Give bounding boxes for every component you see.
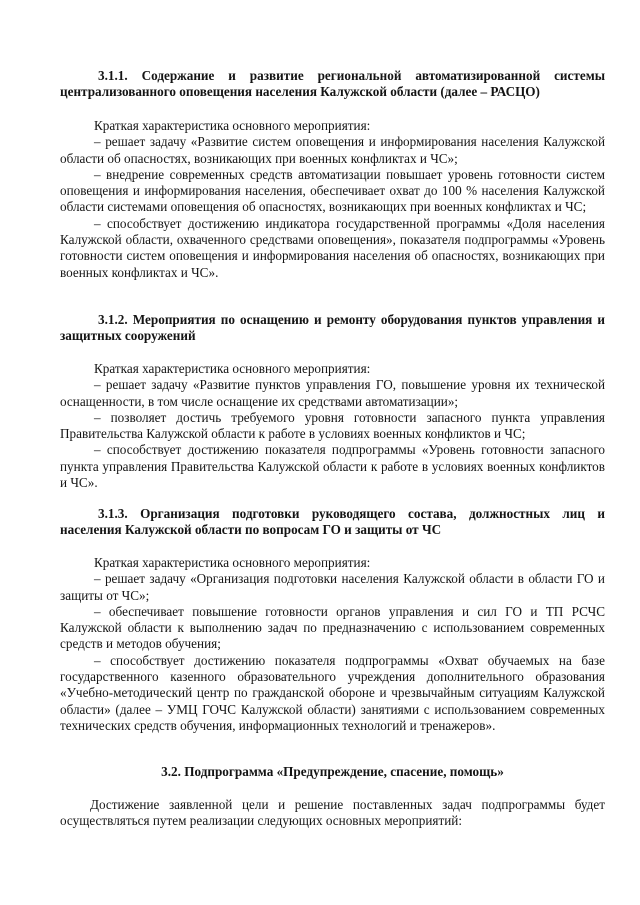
list-item: – решает задачу «Организация подготовки населения Калужской области в области ГО и защиты от ЧС»;: [60, 571, 605, 603]
list-item: – способствует достижению показателя подпрограммы «Уровень готовности запасного пункта управления Правительства Калужской области к работе в условиях военных конфликтов и ЧС».: [60, 442, 605, 491]
heading-number: 3.1.2.: [98, 312, 128, 327]
list-item: – обеспечивает повышение готовности органов управления и сил ГО и ТП РСЧС Калужской области к выполнению задач по предназначению с использованием современных средств и методов обучения;: [60, 603, 605, 652]
subprogram-heading: 3.2. Подпрограмма «Предупреждение, спасение, помощь»: [161, 764, 504, 779]
lead-text: Краткая характеристика основного мероприятия:: [94, 118, 371, 133]
section-3-1-2-body: [60, 361, 605, 491]
heading-text: Содержание и развитие региональной автоматизированной системы централизованного оповещения населения Калужской области (далее – РАСЦО): [60, 68, 605, 100]
section-3-1-1: [60, 68, 605, 101]
section-3-1-3-body: [60, 555, 605, 734]
section-heading: [60, 312, 605, 345]
heading-text: Мероприятия по оснащению и ремонту оборудования пунктов управления и защитных сооружений: [60, 312, 606, 344]
list-item: – внедрение современных средств автоматизации повышает уровень готовности систем оповещения и информирования населения, обеспечивает охват до 100 % населения Калужской области системами оповещения об опасностях, возникающих при военных конфликтах и ЧС;: [60, 166, 605, 215]
list-item: – способствует достижению показателя подпрограммы «Охват обучаемых на базе государственного казенного образовательного учреждения дополнительного образования «Учебно-методический центр по гражданской обороне и чрезвычайным ситуациям Калужской области» (далее – УМЦ ГОЧС Калужской области) занятиями с использованием современных технических средств обучения, информационных технологий и тренажеров».: [60, 652, 605, 733]
heading-number: 3.1.3.: [98, 506, 128, 521]
heading-number: 3.1.1.: [98, 68, 128, 83]
lead-text: Краткая характеристика основного мероприятия:: [94, 555, 371, 570]
subprogram-text: Достижение заявленной цели и решение поставленных задач подпрограммы будет осуществляться путем реализации следующих основных мероприятий:: [60, 797, 605, 829]
subprogram-body: [60, 797, 605, 830]
section-heading: [60, 68, 605, 101]
list-item: – решает задачу «Развитие пунктов управления ГО, повышение уровня их технической оснащенности, в том числе оснащение их средствами автоматизации»;: [60, 377, 605, 409]
list-item: – позволяет достичь требуемого уровня готовности запасного пункта управления Правительства Калужской области к работе в условиях военных конфликтов и ЧС;: [60, 409, 605, 442]
section-3-1-3: [60, 506, 605, 539]
section-heading: [60, 506, 605, 539]
heading-text: Организация подготовки руководящего состава, должностных лиц и населения Калужской области по вопросам ГО и защиты от ЧС: [60, 506, 605, 538]
section-3-1-2: [60, 312, 605, 345]
list-item: – решает задачу «Развитие систем оповещения и информирования населения Калужской области об опасностях, возникающих при военных конфликтах и ЧС»;: [60, 134, 605, 166]
list-item: – способствует достижению индикатора государственной программы «Доля населения Калужской области, охваченного средствами оповещения», показателя подпрограммы «Уровень готовности систем оповещения и информирования населения об опасностях, возникающих при военных конфликтах и ЧС».: [60, 215, 605, 280]
lead-text: Краткая характеристика основного мероприятия:: [94, 361, 371, 376]
section-3-1-1-body: [60, 118, 605, 281]
